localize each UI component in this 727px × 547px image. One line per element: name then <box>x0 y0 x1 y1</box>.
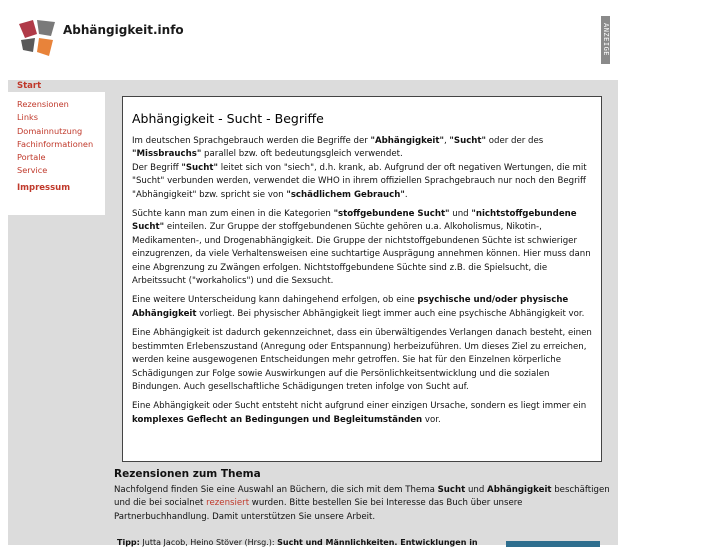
paragraph-causes <box>132 400 592 427</box>
sidebar-item-rezensionen[interactable]: Rezensionen <box>17 99 69 109</box>
text-fragment: Süchte kann man zum einen in die Kategorien <box>132 209 334 220</box>
book-tip <box>117 538 478 547</box>
bold-term: "Sucht" <box>181 162 218 173</box>
bold-term: "Abhängigkeit" <box>370 136 444 146</box>
sidebar-item-start[interactable]: Start <box>8 80 105 92</box>
text-fragment: wurden. Bitte bestellen Sie bei Interesse das Buch über unsere Partnerbuchhandlung. Damit unterstützen Sie unsere Arbeit. <box>114 498 523 522</box>
site-title[interactable]: Abhängigkeit.info <box>63 23 184 37</box>
text-fragment: . <box>404 189 408 200</box>
bold-term: "schädlichem Gebrauch" <box>286 189 405 200</box>
text-fragment: und <box>449 209 472 220</box>
reviews-heading: Rezensionen zum Thema <box>114 468 261 480</box>
text-fragment: , <box>443 136 450 146</box>
text-fragment: einteilen. Zur Gruppe der stoffgebundenen Süchte gehören u.a. Alkoholismus, Nikotin-, Medikamenten-, und Drogenabhängigkeit. Die Gruppe der nichtstoffgebundenen Süchte ist schwieriger einzugrenzen, da viele Verhaltensweisen eine suchtartige Ausprägung annehmen können. Hier muss dann eine Abgrenzung zu Zwängen erfolgen. Nichtstoffgebundene Süchte sind z.B. die Spielsucht, die Arbeitssucht ("workaholics") und die Sexsucht. <box>132 222 591 287</box>
text-fragment: Nachfolgend finden Sie eine Auswahl an Büchern, die sich mit dem Thema <box>114 485 438 495</box>
sidebar-item-links[interactable]: Links <box>17 112 39 123</box>
text-fragment: Eine weitere Unterscheidung kann dahingehend erfolgen, ob eine <box>132 295 418 306</box>
text-fragment: beschäftigen und die bei socialnet <box>114 485 610 509</box>
bold-term: Sucht <box>437 485 466 495</box>
tip-authors: Jutta Jacob, Heino Stöver (Hrsg.): <box>142 538 275 547</box>
page-title: Abhängigkeit - Sucht - Begriffe <box>132 111 324 126</box>
text-fragment: vor. <box>422 414 441 425</box>
sidebar-nav <box>8 80 105 215</box>
text-fragment: und <box>465 485 488 495</box>
text-fragment: Eine Abhängigkeit ist dadurch gekennzeichnet, dass ein überwältigendes Verlangen danach besteht, einen bestimmten Erlebenszustand (Anregung oder Entspannung) herbeizuführen. Um dieses Ziel zu erreichen, werden keine ausgewogenen Entscheidungen mehr getroffen. Sie hat für den Einzelnen körperliche Schädigungen zur Folge sowie Auswirkungen auf die Persönlichkeitsentwicklung und die sozialen Bindungen. Auch gesellschaftliche Schädigungen treten infolge von Sucht auf. <box>132 328 592 392</box>
tip-book-title[interactable]: Sucht und Männlichkeiten. Entwicklungen in <box>277 538 478 547</box>
bold-term: psychische und/oder physische Abhängigkeit <box>132 295 569 319</box>
paragraph-categories <box>132 208 592 288</box>
text-fragment: Im deutschen Sprachgebrauch werden die Begriffe der <box>132 136 371 146</box>
book-order-button[interactable] <box>506 541 600 547</box>
bold-term: "Missbrauchs" <box>132 149 202 160</box>
site-logo-icon[interactable] <box>17 18 57 58</box>
main-article <box>122 96 602 462</box>
sidebar-item-fachinformationen[interactable]: Fachinformationen <box>17 138 94 149</box>
bold-term: komplexes Geflecht an Bedingungen und Begleitumständen <box>132 414 423 425</box>
sidebar-item-impressum[interactable]: Impressum <box>17 182 71 193</box>
sidebar-item-service[interactable]: Service <box>17 165 48 176</box>
text-fragment: vorliegt. Bei physischer Abhängigkeit liegt immer auch eine psychische Abhängigkeit vor. <box>196 308 585 319</box>
text-fragment: parallel bzw. oft bedeutungsgleich verwendet. <box>201 149 403 160</box>
paragraph-physical-psychical <box>132 294 592 321</box>
text-fragment: Eine Abhängigkeit oder Sucht entsteht nicht aufgrund einer einzigen Ursache, sondern es liegt immer ein <box>132 401 587 412</box>
ad-label: ANZEIGE <box>601 16 610 64</box>
reviews-intro <box>114 484 612 524</box>
text-fragment: leitet sich von "siech", d.h. krank, ab. Aufgrund der oft negativen Wertungen, die mit "Sucht" verbunden werden, verwendet die WHO in ihrem offiziellen Sprachgebrauch nur noch den Begriff "Abhängigkeit" bzw. spricht sie von <box>132 162 587 200</box>
sidebar-item-domainnutzung[interactable]: Domainnutzung <box>17 125 83 136</box>
bold-term: Abhängigkeit <box>487 485 552 495</box>
sidebar-item-portale[interactable]: Portale <box>17 152 46 163</box>
site-header <box>8 8 618 80</box>
paragraph-characteristics <box>132 327 592 394</box>
text-fragment: Der Begriff <box>132 162 182 173</box>
reviews-section <box>114 468 612 524</box>
tip-label: Tipp: <box>117 538 140 547</box>
bold-term: "Sucht" <box>449 136 487 146</box>
sidebar-list <box>8 92 105 178</box>
bold-term: "stoffgebundene Sucht" <box>333 209 450 220</box>
rezensiert-link[interactable]: rezensiert <box>206 498 250 509</box>
text-fragment: oder der des <box>486 136 544 146</box>
paragraph-definitions <box>132 135 592 202</box>
bold-term: "nichtstoffgebundene Sucht" <box>132 209 577 233</box>
